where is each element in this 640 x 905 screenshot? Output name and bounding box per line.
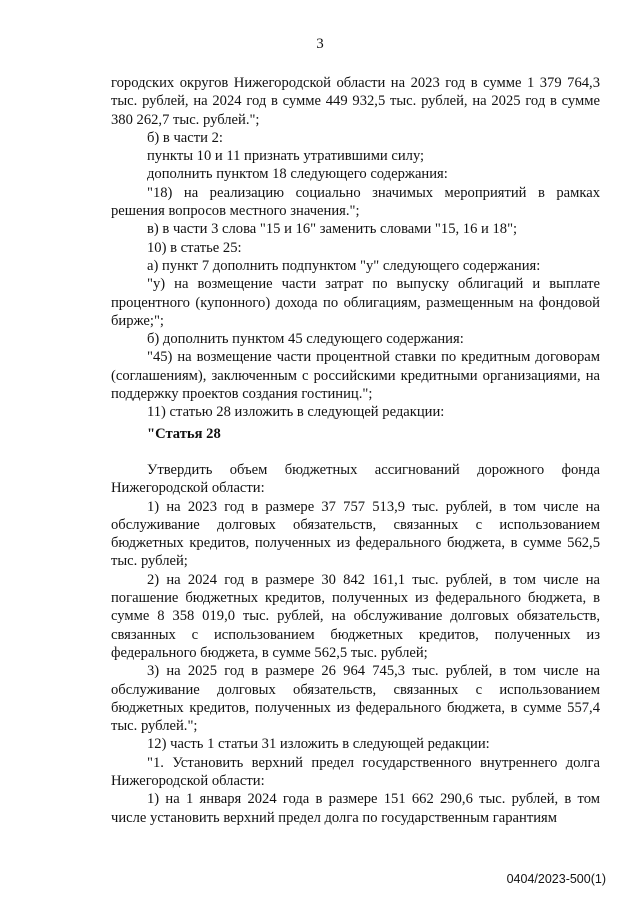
paragraph-after-4: 12) часть 1 статьи 31 изложить в следующей редакции: (147, 736, 490, 753)
paragraph-3: дополнить пунктом 18 следующего содержания: (147, 166, 448, 183)
document-code: 0404/2023-500(1) (506, 872, 606, 886)
paragraph-1: б) в части 2: (147, 129, 223, 146)
paragraph-6: 10) в статье 25: (147, 239, 242, 256)
paragraph-10: "45) на возмещение части процентной ставки по кредитным договорам (соглашениям), заключенным с российскими кредитными организациями, на поддержку проектов создания гостиниц."; (111, 349, 600, 403)
paragraph-8: "у) на возмещение части затрат по выпуску облигаций и выплате процентного (купонного) дохода по облигациям, размещенным на фондовой бирже;"; (111, 276, 600, 329)
paragraph-after-6: 1) на 1 января 2024 года в размере 151 662 290,6 тыс. рублей, в том числе установить верхний предел долга по государственным гарантиям (111, 791, 600, 826)
page-number: 3 (316, 36, 324, 52)
paragraph-after-3: 3) на 2025 год в размере 26 964 745,3 тыс. рублей, в том числе на обслуживание долговых обязательств, связанных с использованием бюджетных кредитов, полученных из федерального бюджета, в сумме 557,4 тыс. рублей."; (111, 663, 600, 735)
paragraph-4: "18) на реализацию социально значимых мероприятий в рамках решения вопросов местного значения."; (111, 184, 600, 220)
spacer (111, 443, 600, 461)
document-body (111, 74, 600, 827)
paragraph-after-0: Утвердить объем бюджетных ассигнований дорожного фонда Нижегородской области: (111, 461, 600, 497)
paragraph-2: пункты 10 и 11 признать утратившими силу; (147, 148, 425, 165)
paragraph-11: 11) статью 28 изложить в следующей редакции: (147, 404, 445, 421)
paragraph-9: б) дополнить пунктом 45 следующего содержания: (147, 331, 464, 348)
paragraph-after-1: 1) на 2023 год в размере 37 757 513,9 тыс. рублей, в том числе на обслуживание долговых обязательств, связанных с использованием бюджетных кредитов, полученных из федерального бюджета, в сумме 562,5 тыс. рублей; (111, 498, 600, 570)
paragraph-0: городских округов Нижегородской области на 2023 год в сумме 1 379 764,3 тыс. рублей, на 2024 год в сумме 449 932,5 тыс. рублей, на 2025 год в сумме 380 262,7 тыс. рублей."; (111, 75, 600, 128)
paragraph-after-5: "1. Установить верхний предел государственного внутреннего долга Нижегородской области: (111, 754, 600, 789)
paragraph-5: в) в части 3 слова "15 и 16" заменить словами "15, 16 и 18"; (147, 221, 518, 238)
paragraph-after-2: 2) на 2024 год в размере 30 842 161,1 тыс. рублей, в том числе на погашение бюджетных кредитов, полученных из федерального бюджета, в сумме 8 358 019,0 тыс. рублей, на обслуживание долговых обязательств, связанных с использованием бюджетных кредитов, полученных из федерального бюджета, в сумме 562,5 тыс. рублей; (111, 571, 600, 661)
article-heading: "Статья 28 (147, 425, 221, 442)
paragraph-7: а) пункт 7 дополнить подпунктом "у" следующего содержания: (147, 257, 541, 274)
